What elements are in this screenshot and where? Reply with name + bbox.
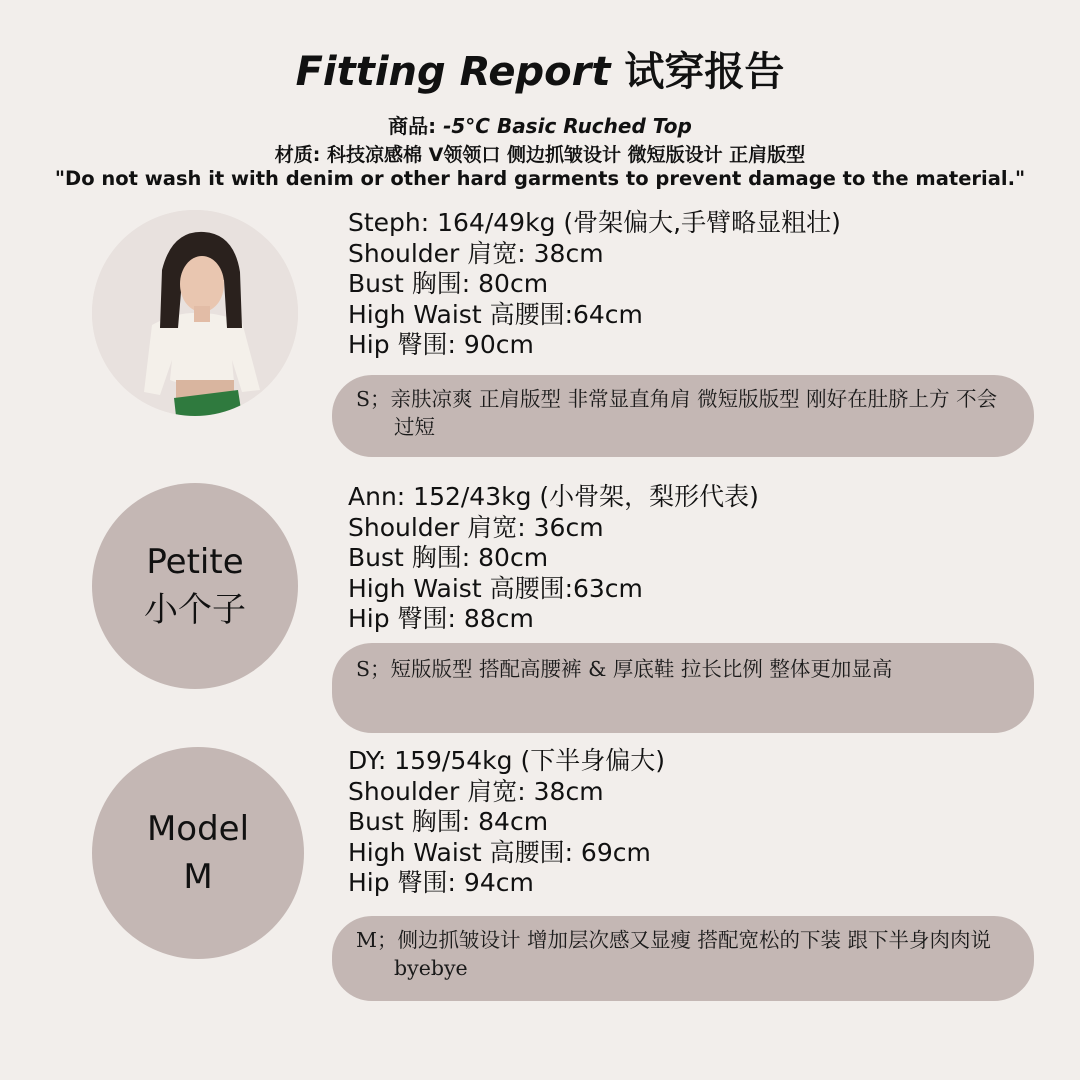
fit-note [332,916,1034,1001]
size-badge [92,483,298,689]
model-photo [92,210,298,416]
size-badge [92,747,304,959]
fit-note-text: S；短版版型 搭配高腰裤 & 厚底鞋 拉长比例 整体更加显高 [356,657,893,681]
stat-hip: Hip 臀围: 88cm [348,604,534,633]
stat-high-waist: High Waist 高腰围: 69cm [348,837,651,867]
stat-bust: Bust 胸围: 80cm [348,543,549,572]
fit-note-text: S；亲肤凉爽 正肩版型 非常显直角肩 微短版版型 刚好在肚脐上方 不会过短 [356,387,998,439]
stat-shoulder: Shoulder 肩宽: 38cm [348,776,604,806]
stat-hip: Hip 臀围: 90cm [348,330,534,359]
model-stats [348,746,1048,899]
fit-note-text: M；侧边抓皱设计 增加层次感又显瘦 搭配宽松的下装 跟下半身肉肉说byebye [356,928,992,980]
model-stats [348,482,1048,635]
material-line [0,140,1080,167]
stat-bust: Bust 胸围: 84cm [348,807,549,836]
title-en: Fitting Report [295,49,611,95]
stat-bust: Bust 胸围: 80cm [348,269,549,298]
stat-name: Steph: 164/49kg (骨架偏大,手臂略显粗壮) [348,208,841,237]
product-line [0,110,1080,139]
stat-name: DY: 159/54kg (下半身偏大) [348,746,665,775]
size-badge-line: Petite [146,542,244,582]
product-label: 商品: [388,114,437,138]
stat-high-waist: High Waist 高腰围:63cm [348,573,643,603]
stat-high-waist: High Waist 高腰围:64cm [348,299,643,329]
stat-name: Ann: 152/43kg (小骨架，梨形代表) [348,482,759,511]
product-value: -5°C Basic Ruched Top [436,114,692,138]
size-badge-line: M [183,857,213,897]
stat-shoulder: Shoulder 肩宽: 36cm [348,512,604,542]
size-badge-line: 小个子 [144,590,246,630]
stat-hip: Hip 臀围: 94cm [348,868,534,897]
page-title [0,40,1080,97]
fit-note [332,643,1034,733]
stat-shoulder: Shoulder 肩宽: 38cm [348,238,604,268]
title-cn: 试穿报告 [624,49,785,95]
care-note: "Do not wash it with denim or other hard garments to prevent damage to the material." [54,167,1026,190]
material-value: 科技凉感棉 V领领口 侧边抓皱设计 微短版设计 正肩版型 [320,144,806,166]
material-label: 材质: [274,144,321,166]
model-stats [348,208,1048,361]
model-photo-illustration [92,210,298,416]
fit-note [332,375,1034,457]
size-badge-line: Model [146,809,250,849]
